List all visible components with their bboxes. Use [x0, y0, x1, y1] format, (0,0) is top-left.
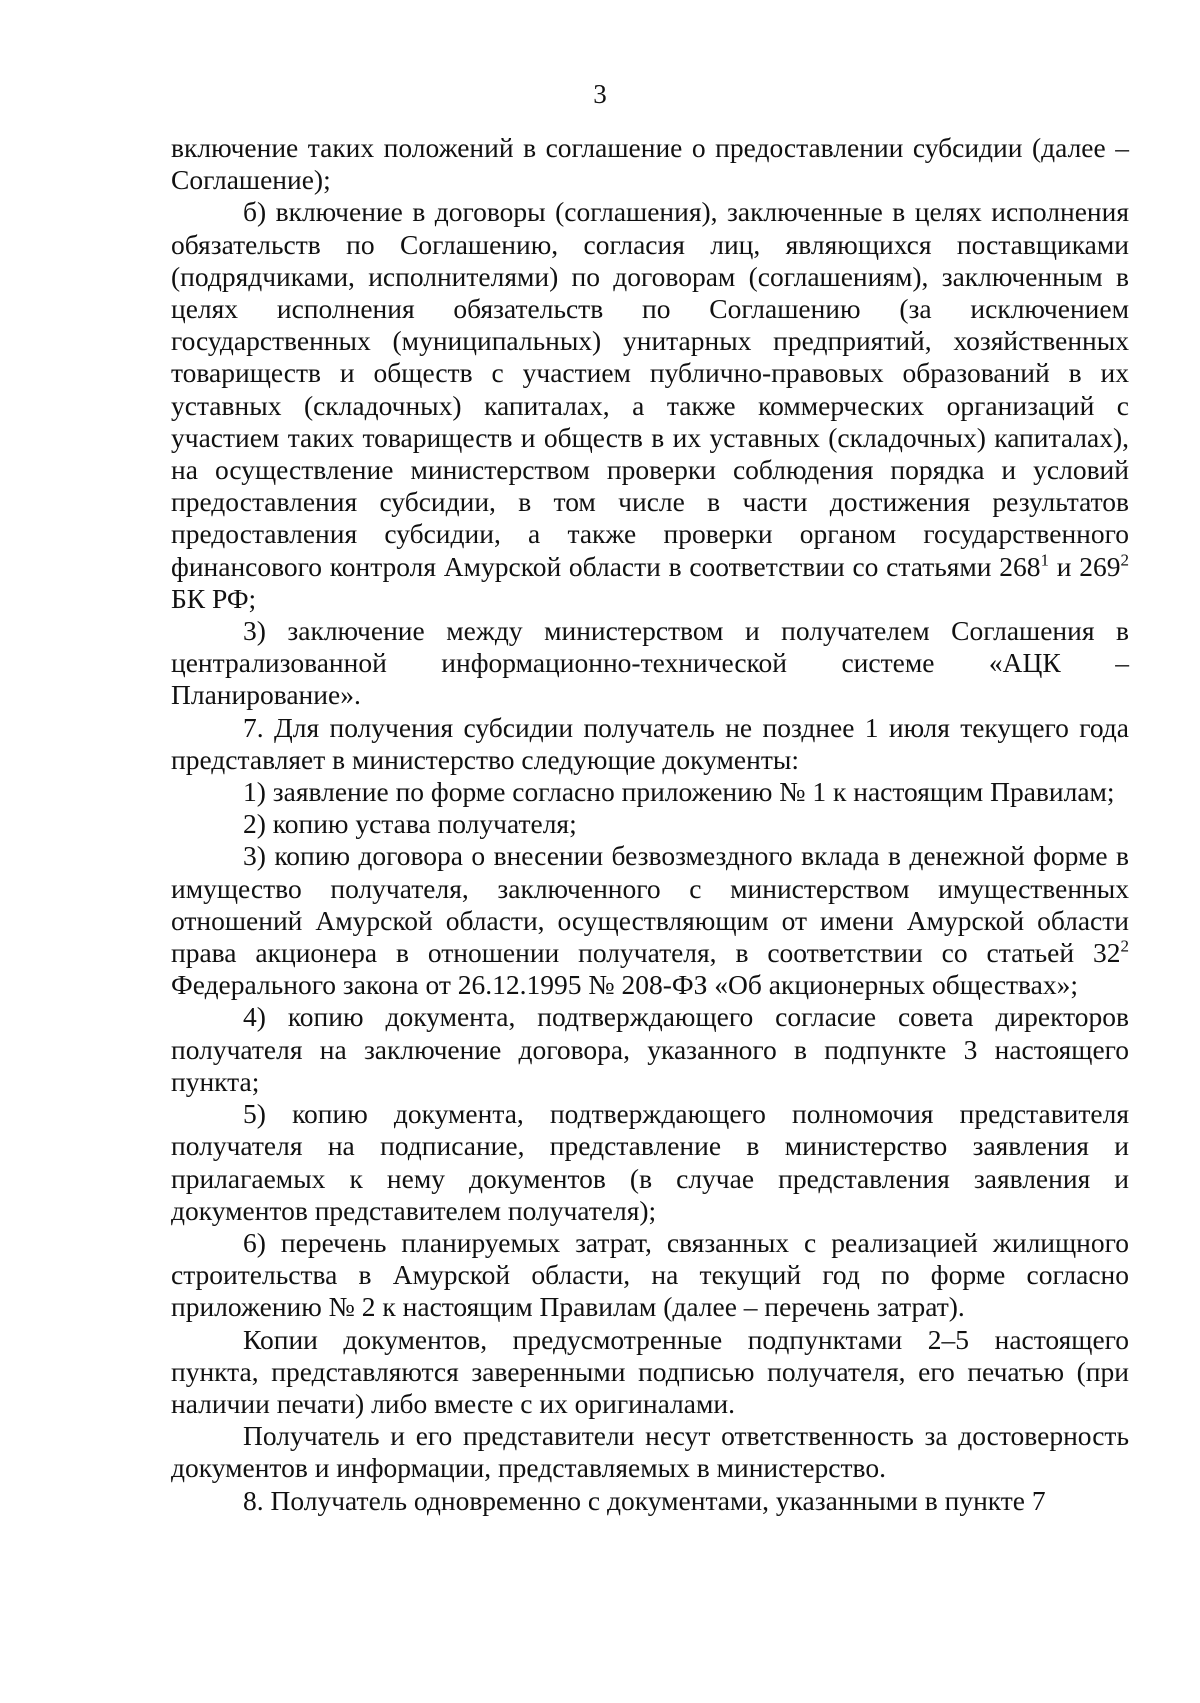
paragraph-point-8: 8. Получатель одновременно с документами, указанными в пункте 7: [243, 1484, 1046, 1516]
paragraph-responsibility: Получатель и его представители несут ответственность за достоверность документов и информации, представляемых в министерство.: [171, 1420, 1129, 1484]
paragraph-subitem-4: 4) копию документа, подтверждающего согласие совета директоров получателя на заключение договора, указанного в подпункте 3 настоящего пункта;: [171, 1001, 1129, 1097]
paragraph-subitem-6: 6) перечень планируемых затрат, связанных с реализацией жилищного строительства в Амурской области, на текущий год по форме согласно приложению № 2 к настоящим Правилам (далее – перечень затрат).: [171, 1226, 1129, 1323]
paragraph-text: 3) копию договора о внесении безвозмездного вклада в денежной форме в имущество получателя, заключенного с министерством имущественных отношений Амурской области, осуществляющим от имени Амурской области права акционера в отношении получателя, в соответствии со статьей 32: [171, 840, 1129, 969]
superscript: 1: [1040, 550, 1050, 570]
superscript: 2: [1120, 936, 1129, 956]
paragraph-text: БК РФ;: [171, 582, 257, 614]
paragraph-subitem-3: [171, 840, 1129, 1001]
paragraph-subitem-2: 2) копию устава получателя;: [243, 808, 577, 840]
paragraph-text: и 269: [1049, 550, 1121, 582]
superscript: 2: [1120, 550, 1129, 570]
page-number: 3: [593, 79, 607, 109]
paragraph-text: Федерального закона от 26.12.1995 № 208-ФЗ «Об акционерных обществах»;: [171, 969, 1079, 1001]
paragraph-subitem-5: 5) копию документа, подтверждающего полномочия представителя получателя на подписание, представление в министерство заявления и прилагаемых к нему документов (в случае представления заявления и документов представителем получателя);: [171, 1098, 1129, 1226]
paragraph-point-7: 7. Для получения субсидии получатель не позднее 1 июля текущего года представляет в министерство следующие документы:: [171, 711, 1129, 775]
paragraph-continuation: включение таких положений в соглашение о предоставлении субсидии (далее – Соглашение);: [171, 132, 1129, 196]
paragraph-item-b: [171, 196, 1129, 615]
paragraph-subitem-1: 1) заявление по форме согласно приложению № 1 к настоящим Правилам;: [243, 776, 1115, 808]
paragraph-copies: Копии документов, предусмотренные подпунктами 2–5 настоящего пункта, представляются заверенными подписью получателя, его печатью (при наличии печати) либо вместе с их оригиналами.: [171, 1323, 1129, 1419]
document-body: [171, 132, 1129, 1517]
paragraph-item-3: 3) заключение между министерством и получателем Соглашения в централизованной информационно-технической системе «АЦК – Планирование».: [171, 615, 1129, 711]
paragraph-text: б) включение в договоры (соглашения), заключенные в целях исполнения обязательств по Соглашению, согласия лиц, являющихся поставщиками (подрядчиками, исполнителями) по договорам (соглашениям), заключенным в целях исполнения обязательств по Соглашению (за исключением государственных (муниципальных) унитарных предприятий, хозяйственных товариществ и обществ с участием публично-правовых образований в их уставных (складочных) капиталах, а также коммерческих организаций с участием таких товариществ и обществ в их уставных (складочных) капиталах), на осуществление министерством проверки соблюдения порядка и условий предоставления субсидии, в том числе в части достижения результатов предоставления субсидии, а также проверки органом государственного финансового контроля Амурской области в соответствии со статьями 268: [171, 196, 1129, 582]
